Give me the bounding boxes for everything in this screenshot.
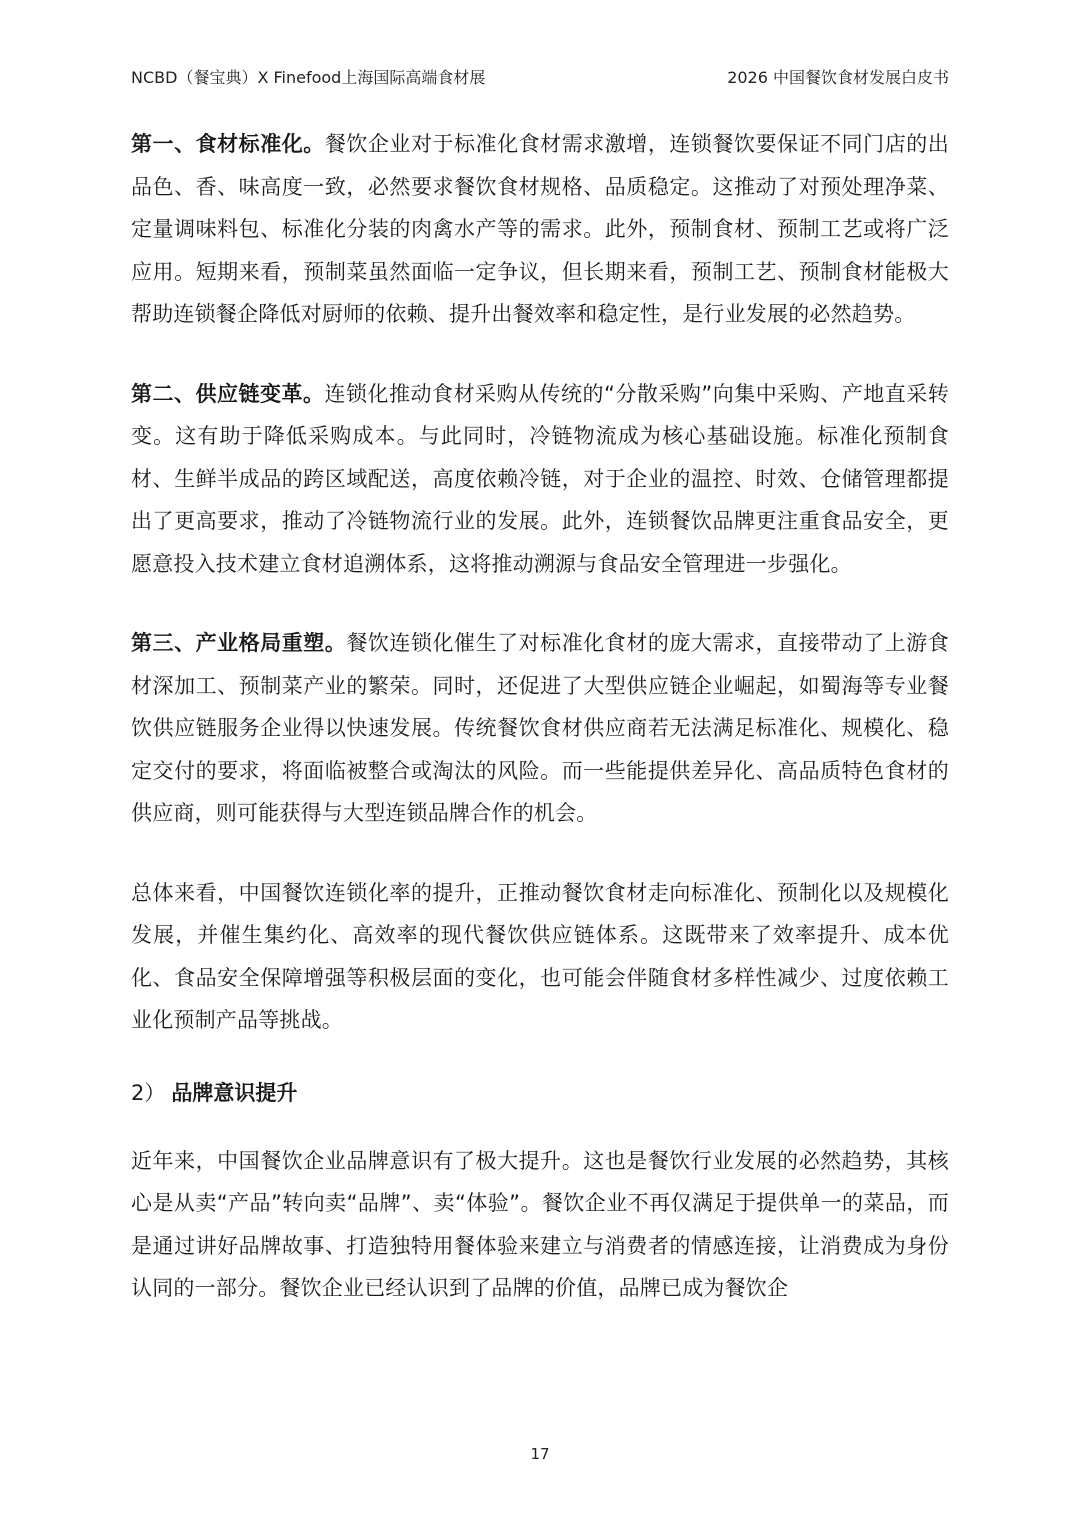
paragraph-brand-awareness xyxy=(131,1140,949,1310)
paragraph-body: 近年来，中国餐饮企业品牌意识有了极大提升。这也是餐饮行业发展的必然趋势，其核心是从卖“产品”转向卖“品牌”、卖“体验”。餐饮企业不再仅满足于提供单一的菜品，而是通过讲好品牌故事、打造独特用餐体验来建立与消费者的情感连接，让消费成为身份认同的一部分。餐饮企业已经认识到了品牌的价值，品牌已成为餐饮企 xyxy=(131,1148,949,1300)
paragraph-lead: 第一、食材标准化。 xyxy=(131,132,325,156)
paragraph-lead: 第二、供应链变革。 xyxy=(131,381,325,406)
section-number: 2） xyxy=(131,1080,166,1105)
page-header xyxy=(131,66,949,90)
paragraph-summary xyxy=(131,872,949,1042)
page-number: 17 xyxy=(530,1445,550,1463)
header-right-title: 2026 中国餐饮食材发展白皮书 xyxy=(727,68,949,87)
section-title: 品牌意识提升 xyxy=(171,1080,298,1105)
paragraph-industry-structure xyxy=(131,622,949,835)
paragraph-body: 餐饮连锁化催生了对标准化食材的庞大需求，直接带动了上游食材深加工、预制菜产业的繁荣。同时，还促进了大型供应链企业崛起，如蜀海等专业餐饮供应链服务企业得以快速发展。传统餐饮食材供应商若无法满足标准化、规模化、稳定交付的要求，将面临被整合或淘汰的风险。而一些能提供差异化、高品质特色食材的供应商，则可能获得与大型连锁品牌合作的机会。 xyxy=(131,631,949,825)
paragraph-body: 连锁化推动食材采购从传统的“分散采购”向集中采购、产地直采转变。这有助于降低采购成本。与此同时，冷链物流成为核心基础设施。标准化预制食材、生鲜半成品的跨区域配送，高度依赖冷链，对于企业的温控、时效、仓储管理都提出了更高要求，推动了冷链物流行业的发展。此外，连锁餐饮品牌更注重食品安全，更愿意投入技术建立食材追溯体系，这将推动溯源与食品安全管理进一步强化。 xyxy=(131,381,949,576)
section-heading xyxy=(131,1072,949,1114)
header-left-title: NCBD（餐宝典）X Finefood上海国际高端食材展 xyxy=(131,68,486,87)
paragraph-supply-chain xyxy=(131,373,949,586)
paragraph-body: 总体来看，中国餐饮连锁化率的提升，正推动餐饮食材走向标准化、预制化以及规模化发展，并催生集约化、高效率的现代餐饮供应链体系。这既带来了效率提升、成本优化、食品安全保障增强等积极层面的变化，也可能会伴随食材多样性减少、过度依赖工业化预制产品等挑战。 xyxy=(131,880,949,1032)
paragraph-body: 餐饮企业对于标准化食材需求激增，连锁餐饮要保证不同门店的出品色、香、味高度一致，必然要求餐饮食材规格、品质稳定。这推动了对预处理净菜、定量调味料包、标准化分装的肉禽水产等的需求。此外，预制食材、预制工艺或将广泛应用。短期来看，预制菜虽然面临一定争议，但长期来看，预制工艺、预制食材能极大帮助连锁餐企降低对厨师的依赖、提升出餐效率和稳定性，是行业发展的必然趋势。 xyxy=(131,132,949,326)
paragraph-food-standardization xyxy=(131,123,949,336)
paragraph-lead: 第三、产业格局重塑。 xyxy=(131,631,347,655)
page-content xyxy=(131,123,949,1347)
